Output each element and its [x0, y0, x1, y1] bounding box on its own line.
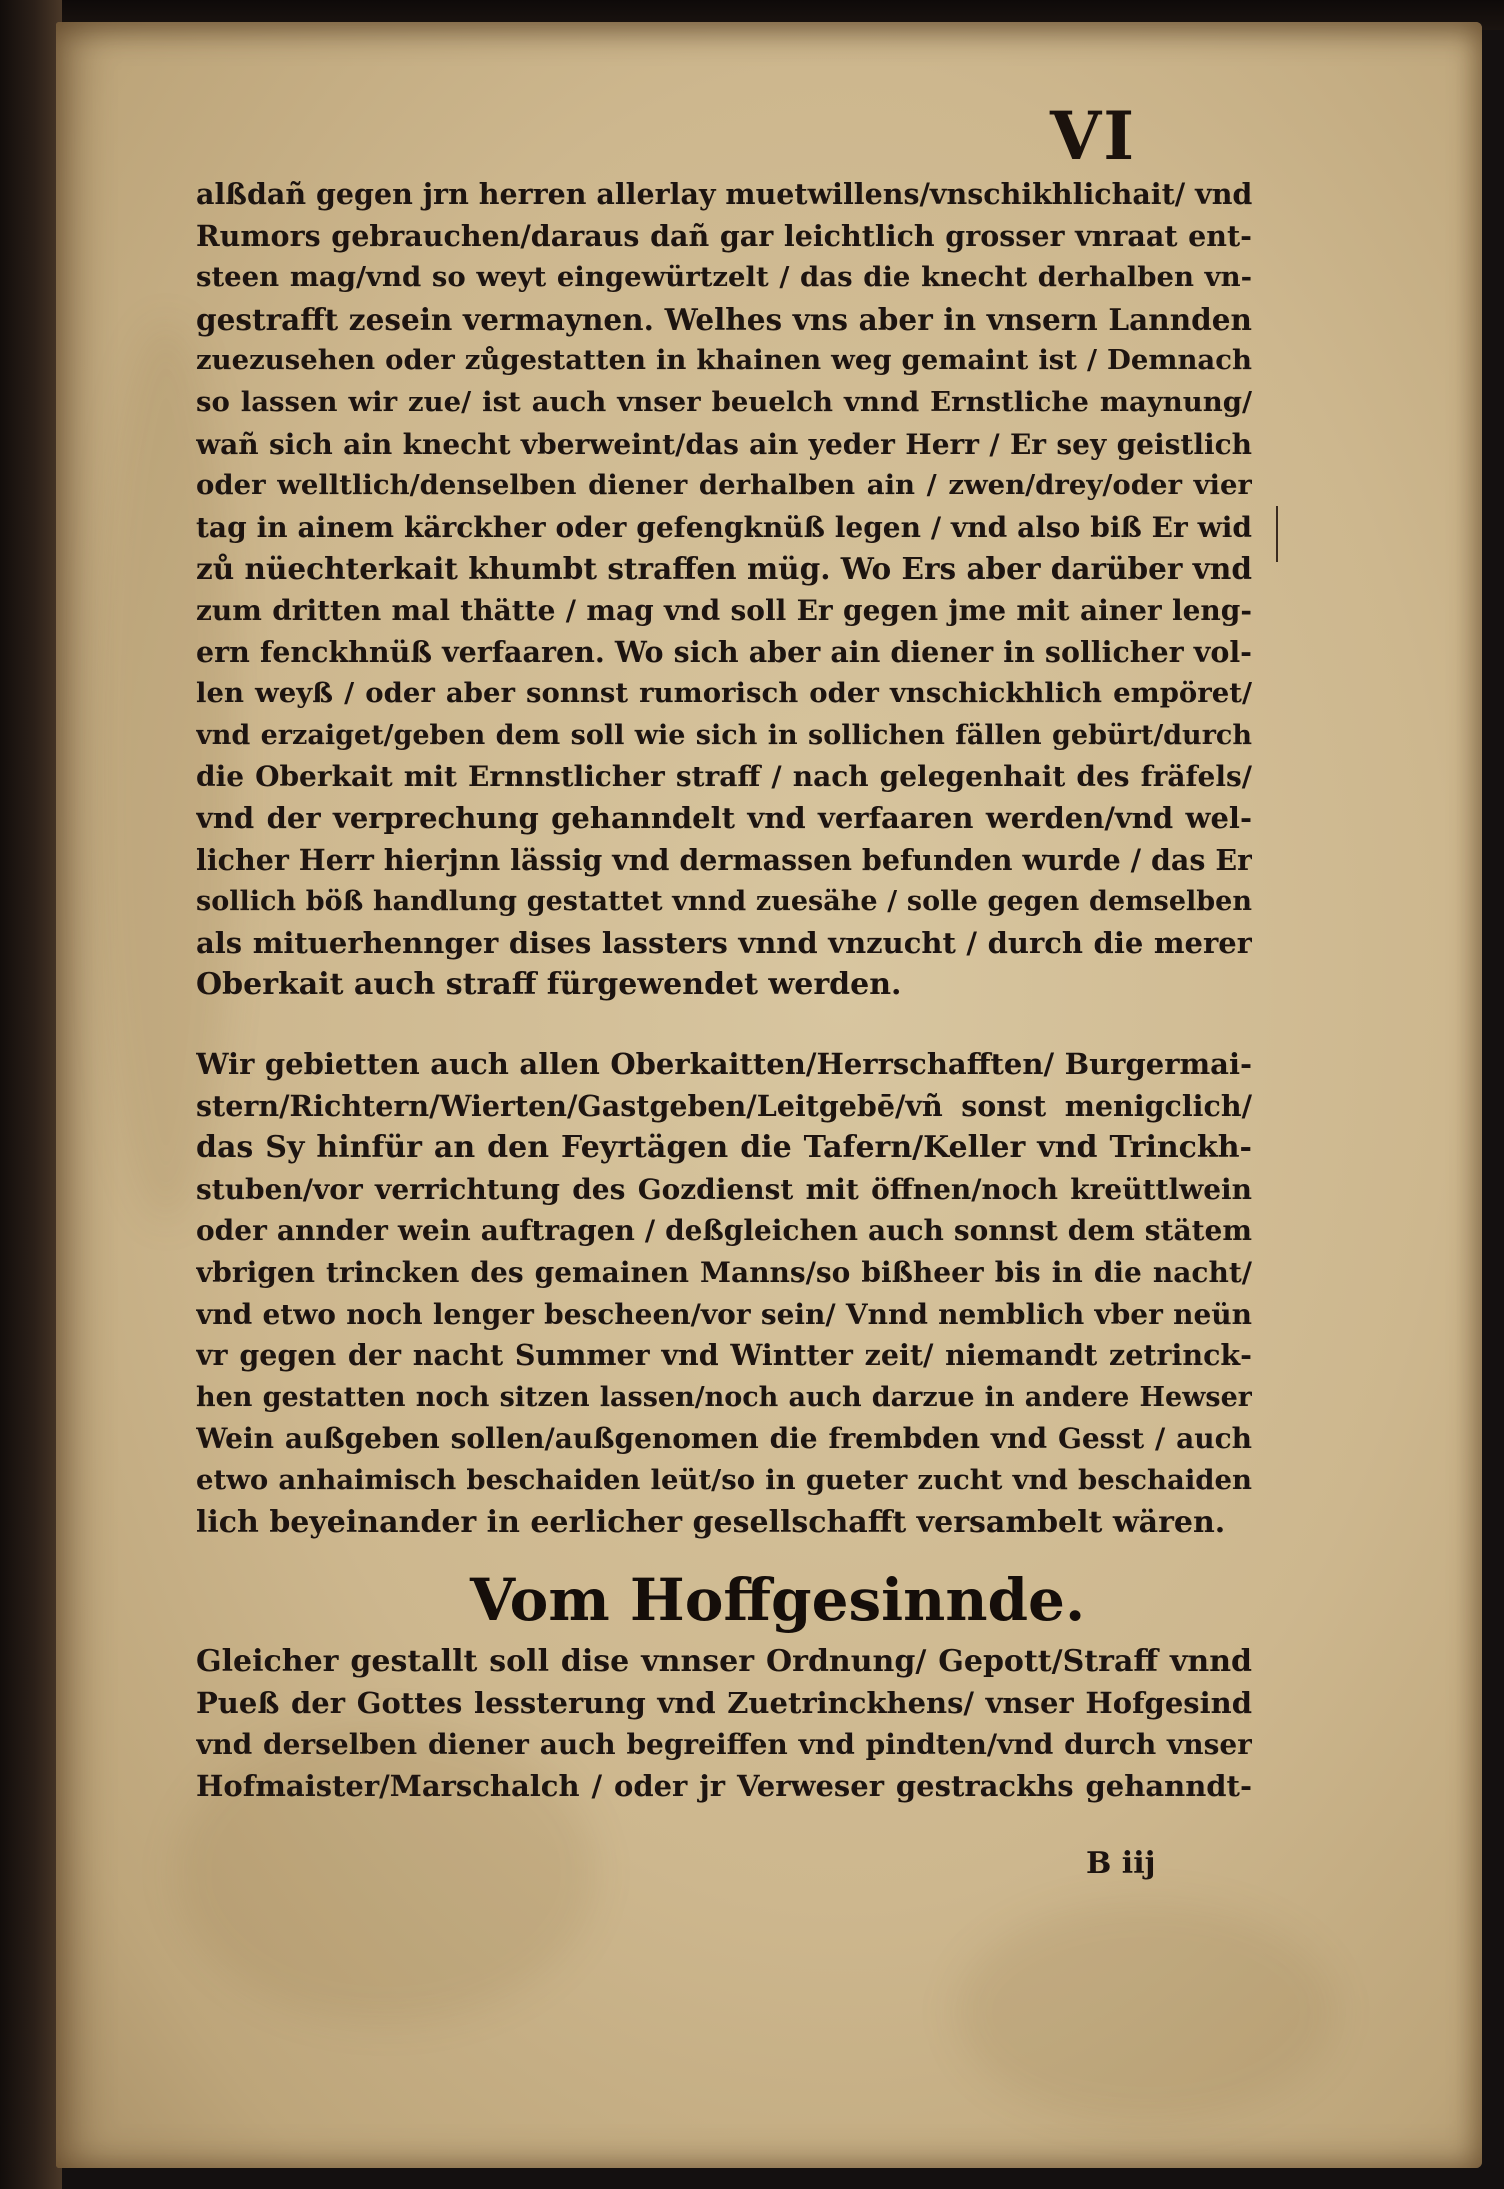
text-line: Pueß der Gottes lessterung vnd Zuetrinckhens/ vnser Hofgesind — [196, 1685, 1252, 1720]
margin-mark — [1276, 506, 1278, 562]
text-line: wañ sich ain knecht vberweint/das ain yeder Herr / Er sey geistlich — [196, 427, 1252, 461]
text-line: Wir gebietten auch allen Oberkaitten/Herrschafften/ Burgermai‑ — [196, 1047, 1252, 1081]
binding-edge — [0, 0, 62, 2189]
paragraph-1 — [196, 174, 1252, 1006]
text-line: sollich böß handlung gestattet vnnd zuesähe / solle gegen demselben — [196, 886, 1252, 918]
text-line: steen mag/vnd so weyt eingewürtzelt / das die knecht derhalben vn‑ — [196, 261, 1252, 294]
text-line: vnd derselben diener auch begreiffen vnd pindten/vnd durch vnser — [196, 1728, 1252, 1762]
text-line: oder annder wein auftragen / deßgleichen auch sonnst dem stätem — [196, 1214, 1252, 1248]
text-line: das Sy hinfür an den Feyrtägen die Tafern/Keller vnd Trinckh‑ — [196, 1130, 1252, 1166]
text-line: stuben/vor verrichtung des Gozdienst mit öffnen/noch kreüttlwein — [196, 1172, 1252, 1206]
text-line: vbrigen trincken des gemainen Manns/so bißheer bis in die nacht/ — [196, 1255, 1252, 1289]
text-line: len weyß / oder aber sonnst rumorisch oder vnschickhlich empöret/ — [196, 677, 1252, 710]
text-line: etwo anhaimisch beschaiden leüt/so in gueter zucht vnd beschaiden — [196, 1463, 1252, 1496]
text-line: lich beyeinander in eerlicher gesellschafft versambelt wären. — [196, 1504, 1226, 1540]
text-line: gestrafft zesein vermaynen. Welhes vns aber in vnsern Lannden — [196, 301, 1252, 337]
text-line: Hofmaister/Marschalch / oder jr Verweser gestrackhs gehanndt‑ — [196, 1768, 1252, 1803]
text-line: stern/Richtern/Wierten/Gastgeben/Leitgebē/vñ sonst menigclich/ — [196, 1088, 1252, 1123]
text-line: Oberkait auch straff fürgewendet werden. — [196, 967, 902, 1003]
text-line: vr gegen der nacht Summer vnd Wintter zeit/ niemandt zetrinck‑ — [196, 1338, 1252, 1373]
text-line: zum dritten mal thätte / mag vnd soll Er gegen jme mit ainer leng‑ — [196, 593, 1252, 627]
text-line: ern fenckhnüß verfaaren. Wo sich aber ain diener in sollicher vol‑ — [196, 634, 1252, 669]
folio-number: VI — [1050, 97, 1137, 175]
text-line: Rumors gebrauchen/daraus dañ gar leichtlich grosser vnraat ent‑ — [196, 218, 1252, 253]
text-line: vnd erzaiget/geben dem soll wie sich in sollichen fällen gebürt/durch — [196, 719, 1252, 751]
section-heading: Vom Hoffgesinnde. — [470, 1566, 1086, 1634]
text-line: die Oberkait mit Ernnstlicher straff / nach gelegenhait des fräfels/ — [196, 760, 1252, 794]
text-line: oder welltlich/denselben diener derhalben ain / zwen/drey/oder vier — [196, 469, 1252, 502]
text-line: Wein außgeben sollen/außgenomen die frembden vnd Gesst / auch — [196, 1422, 1252, 1456]
paper-stain — [956, 1902, 1336, 2122]
signature-mark: B iij — [1086, 1846, 1156, 1881]
text-line: licher Herr hierjnn lässig vnd dermassen befunden wurde / das Er — [196, 842, 1252, 877]
text-line: vnd etwo noch lenger bescheen/vor sein/ Vnnd nemblich vber neün — [196, 1297, 1252, 1331]
text-line: als mituerhennger dises lassters vnnd vnzucht / durch die merer — [196, 925, 1252, 960]
text-line: vnd der verprechung gehanndelt vnd verfaaren werden/vnd wel‑ — [196, 800, 1252, 835]
text-line: so lassen wir zue/ ist auch vnser beuelch vnnd Ernstliche maynung/ — [196, 385, 1252, 418]
paragraph-2 — [196, 1044, 1252, 1543]
text-line: alßdañ gegen jrn herren allerlay muetwillens/vnschikhlichait/ vnd — [196, 177, 1252, 211]
text-line: Gleicher gestallt soll dise vnnser Ordnung/ Gepott/Straff vnnd — [196, 1644, 1252, 1679]
text-line: hen gestatten noch sitzen lassen/noch auch darzue in andere Hewser — [196, 1381, 1252, 1413]
text-line: tag in ainem kärckher oder gefengknüß legen / vnd also biß Er wid — [196, 510, 1252, 544]
paragraph-3 — [196, 1641, 1252, 1807]
text-line: zuezusehen oder zůgestatten in khainen weg gemaint ist / Demnach — [196, 344, 1252, 377]
text-line: zů nüechterkait khumbt straffen müg. Wo Ers aber darüber vnd — [196, 551, 1252, 587]
